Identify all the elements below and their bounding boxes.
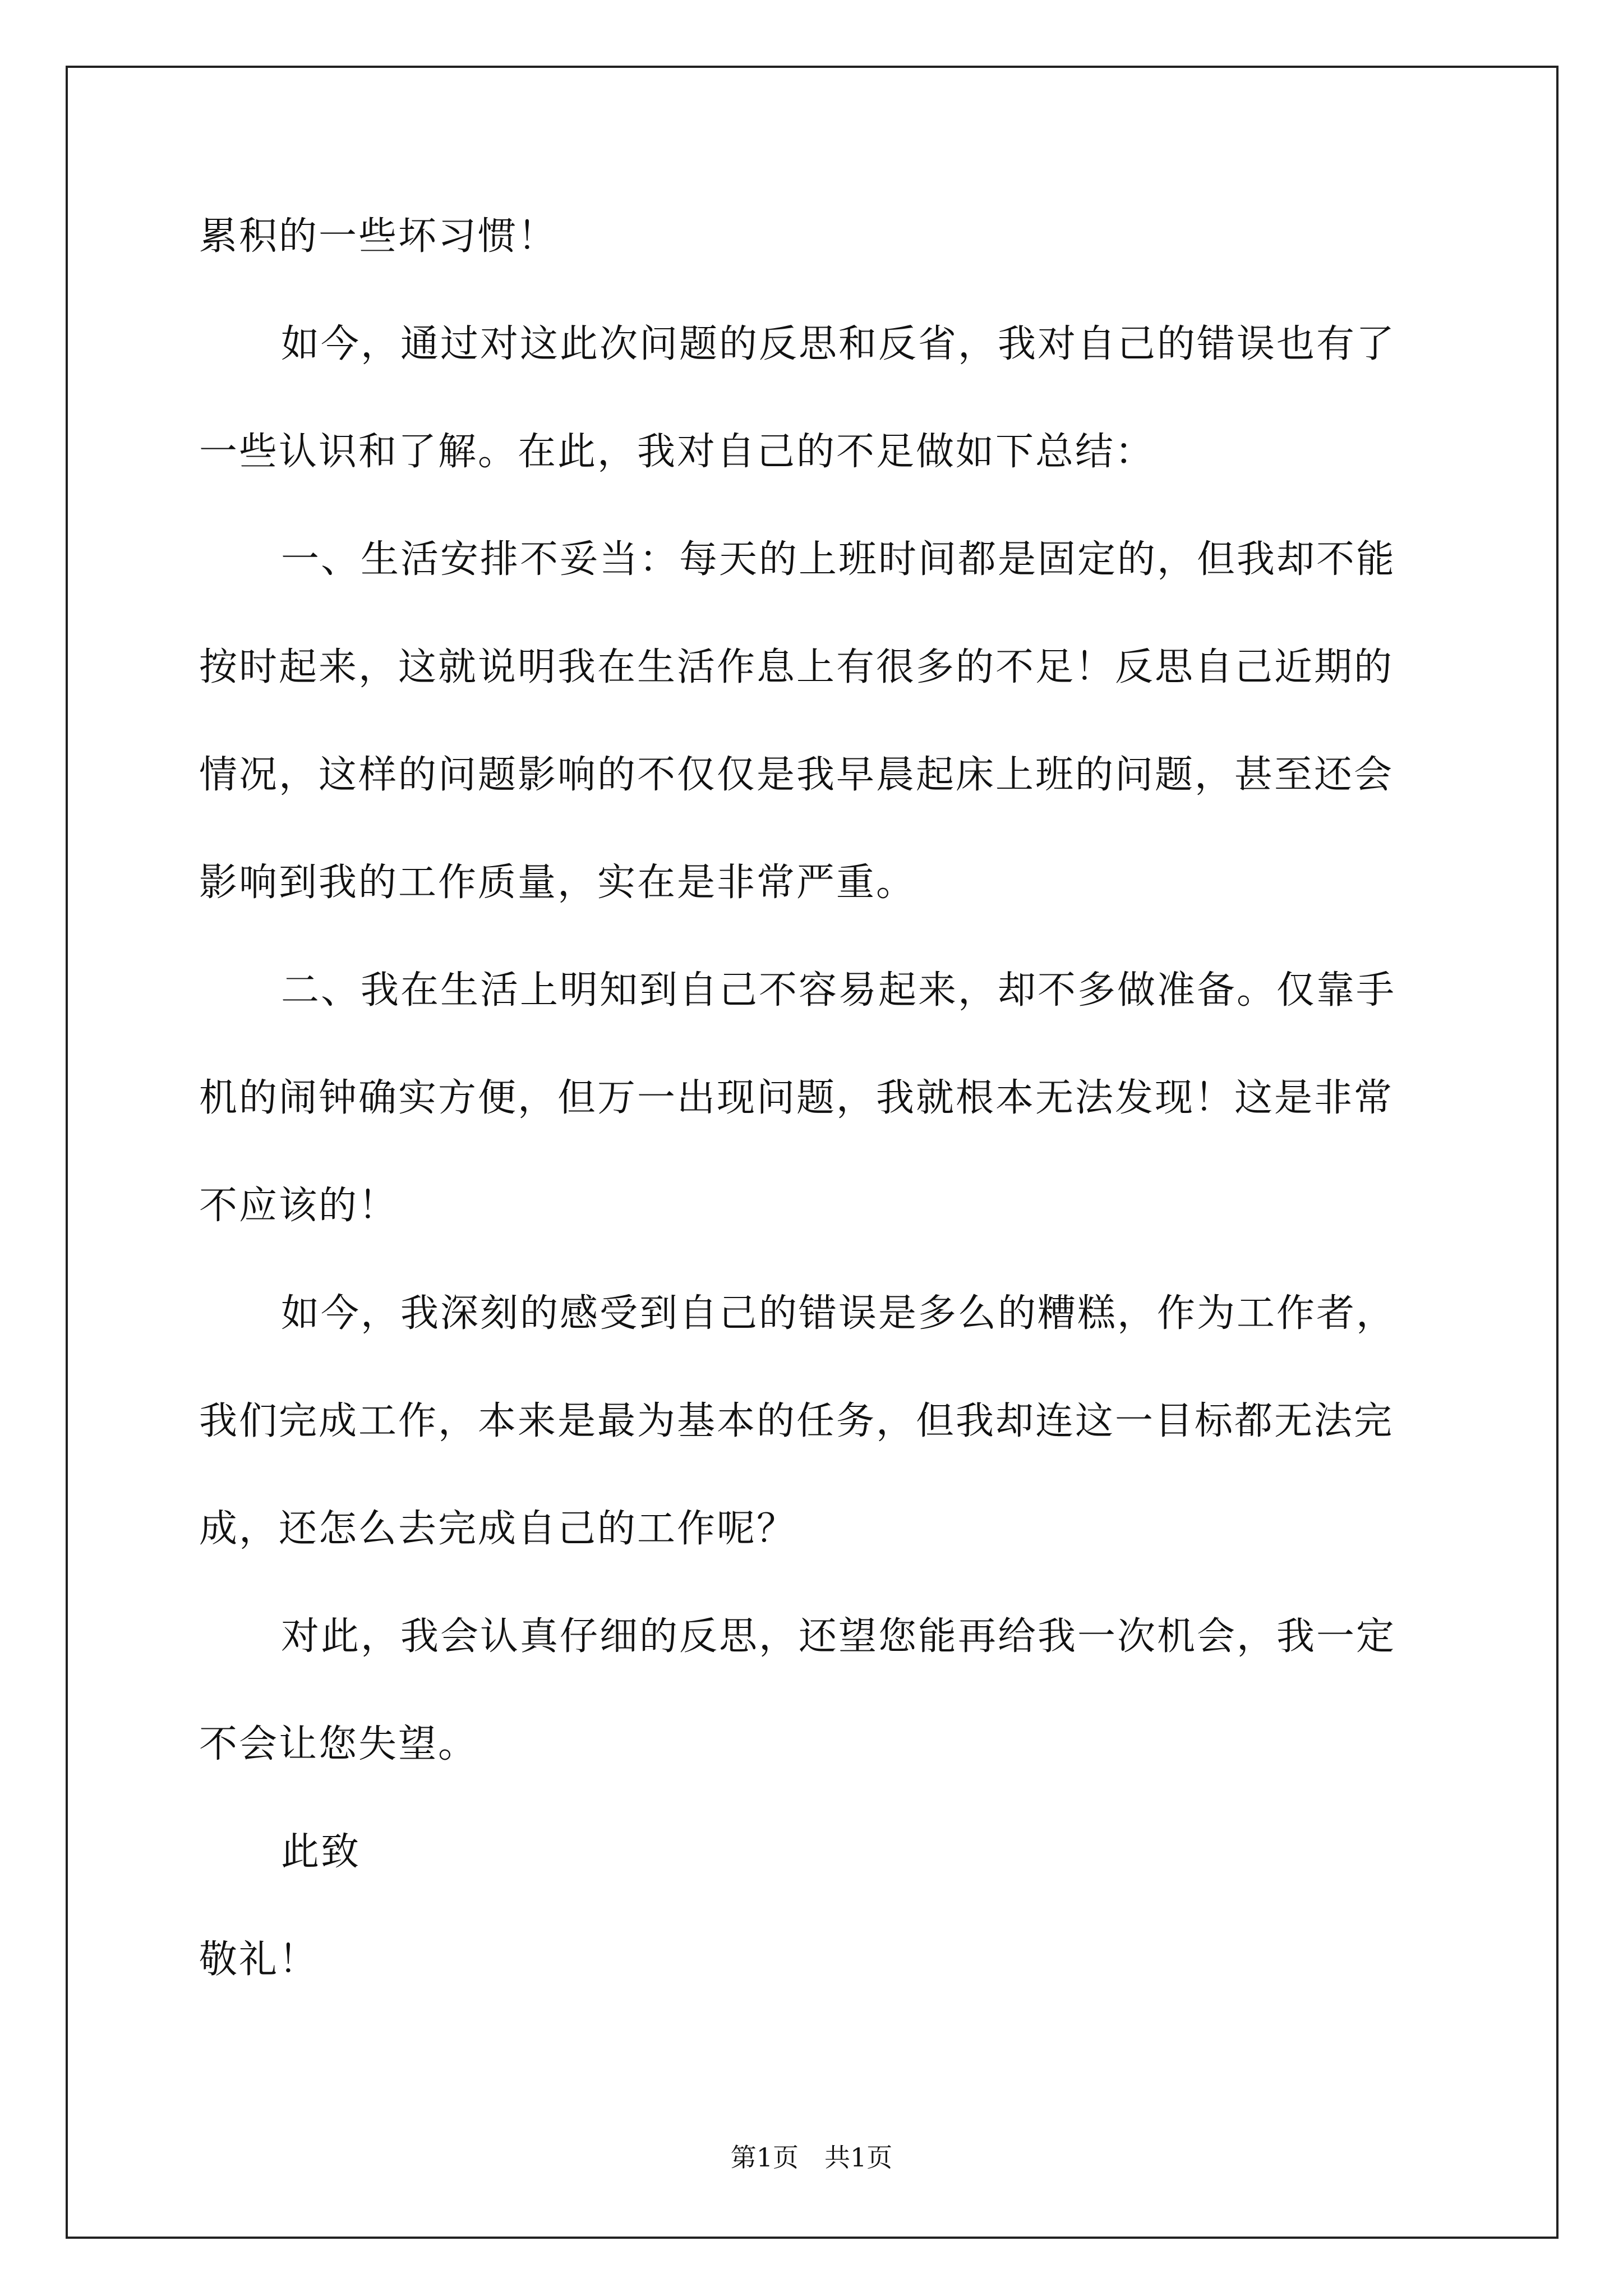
page-footer: 第1页 共1页 bbox=[730, 2142, 893, 2173]
text-line: 一、生活安排不妥当：每天的上班时间都是固定的，但我却不能 bbox=[281, 537, 1396, 582]
text-line: 如今，我深刻的感受到自己的错误是多么的糟糕，作为工作者， bbox=[281, 1291, 1396, 1336]
text-line: 二、我在生活上明知到自己不容易起来，却不多做准备。仅靠手 bbox=[281, 968, 1396, 1013]
text-line: 按时起来，这就说明我在生活作息上有很多的不足！反思自己近期的 bbox=[199, 645, 1394, 689]
text-line: 敬礼！ bbox=[199, 1938, 319, 1982]
text-line: 如今，通过对这此次问题的反思和反省，我对自己的错误也有了 bbox=[281, 322, 1396, 366]
text-line: 不会让您失望。 bbox=[199, 1722, 478, 1766]
text-line: 成，还怎么去完成自己的工作呢？ bbox=[199, 1507, 797, 1551]
text-line: 累积的一些坏习惯！ bbox=[199, 214, 558, 259]
text-line: 对此，我会认真仔细的反思，还望您能再给我一次机会，我一定 bbox=[281, 1614, 1396, 1659]
text-line: 此致 bbox=[281, 1830, 361, 1874]
text-line: 影响到我的工作质量，实在是非常严重。 bbox=[199, 861, 916, 905]
text-line: 不应该的！ bbox=[199, 1184, 399, 1228]
document-body bbox=[199, 209, 1433, 2040]
text-line: 一些认识和了解。在此，我对自己的不足做如下总结： bbox=[199, 430, 1155, 474]
text-line: 机的闹钟确实方便，但万一出现问题，我就根本无法发现！这是非常 bbox=[199, 1076, 1394, 1120]
text-line: 我们完成工作，本来是最为基本的任务，但我却连这一目标都无法完 bbox=[199, 1399, 1394, 1443]
text-line: 情况，这样的问题影响的不仅仅是我早晨起床上班的问题，甚至还会 bbox=[199, 753, 1394, 797]
